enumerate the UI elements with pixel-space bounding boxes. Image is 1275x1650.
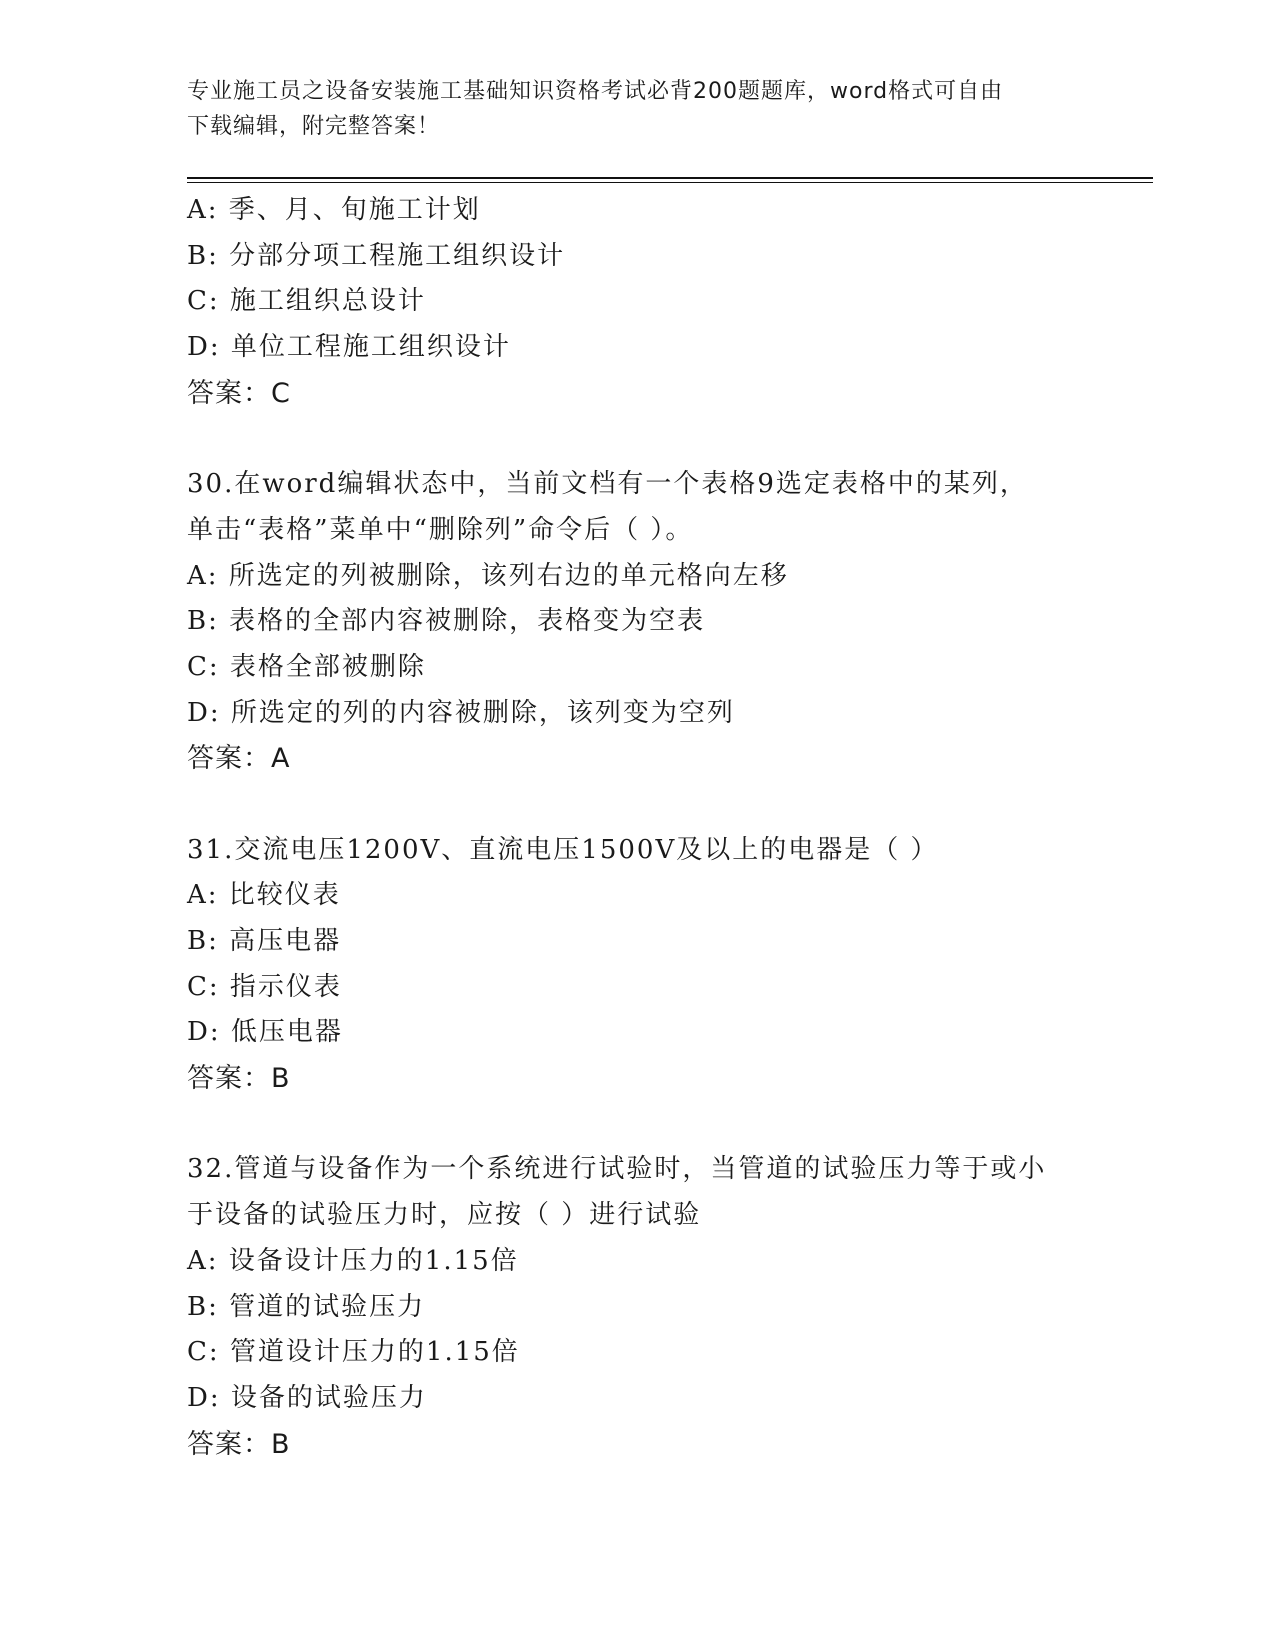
document-body <box>187 188 1107 1467</box>
document-header <box>187 74 1087 144</box>
question-text-line-2: 单击“表格”菜单中“删除列”命令后（ ）。 <box>187 514 694 545</box>
option-a: A: 设备设计压力的1.15倍 <box>187 1245 519 1276</box>
question-32-block <box>187 1147 1107 1467</box>
question-text-line-2: 于设备的试验压力时，应按（ ）进行试验 <box>187 1200 702 1231</box>
option-b: B: 高压电器 <box>187 926 342 956</box>
spacer <box>187 782 1107 828</box>
answer-line: 答案：B <box>187 1428 291 1460</box>
option-b: B: 表格的全部内容被删除，表格变为空表 <box>187 606 706 637</box>
option-a: A: 季、月、旬施工计划 <box>187 195 481 225</box>
option-c: C: 施工组织总设计 <box>187 286 426 317</box>
option-b: B: 管道的试验压力 <box>187 1291 426 1322</box>
option-d: D: 低压电器 <box>187 1017 343 1048</box>
option-c: C: 指示仪表 <box>187 971 342 1002</box>
option-a: A: 所选定的列被删除，该列右边的单元格向左移 <box>187 560 789 591</box>
option-c: C: 管道设计压力的1.15倍 <box>187 1337 520 1368</box>
answer-line: 答案：A <box>187 743 291 775</box>
option-c: C: 表格全部被删除 <box>187 651 426 682</box>
option-d: D: 单位工程施工组织设计 <box>187 332 511 363</box>
header-line-1: 专业施工员之设备安装施工基础知识资格考试必背200题题库，word格式可自由 <box>187 79 1004 104</box>
header-line-2: 下载编辑，附完整答案！ <box>187 114 441 139</box>
question-30-block <box>187 462 1107 782</box>
question-text-line-1: 30.在word编辑状态中，当前文档有一个表格9选定表格中的某列， <box>187 469 1028 500</box>
question-31-block <box>187 828 1107 1102</box>
question-29-block <box>187 188 1107 416</box>
option-b: B: 分部分项工程施工组织设计 <box>187 240 566 271</box>
question-text-line-1: 31.交流电压1200V、直流电压1500V及以上的电器是（ ） <box>187 834 939 865</box>
question-text-line-1: 32.管道与设备作为一个系统进行试验时，当管道的试验压力等于或小 <box>187 1154 1047 1185</box>
option-d: D: 设备的试验压力 <box>187 1382 427 1413</box>
answer-line: 答案：C <box>187 377 291 409</box>
spacer <box>187 416 1107 462</box>
option-a: A: 比较仪表 <box>187 880 341 911</box>
answer-line: 答案：B <box>187 1063 291 1095</box>
option-d: D: 所选定的列的内容被删除，该列变为空列 <box>187 697 735 728</box>
header-divider <box>187 177 1153 183</box>
spacer <box>187 1102 1107 1148</box>
